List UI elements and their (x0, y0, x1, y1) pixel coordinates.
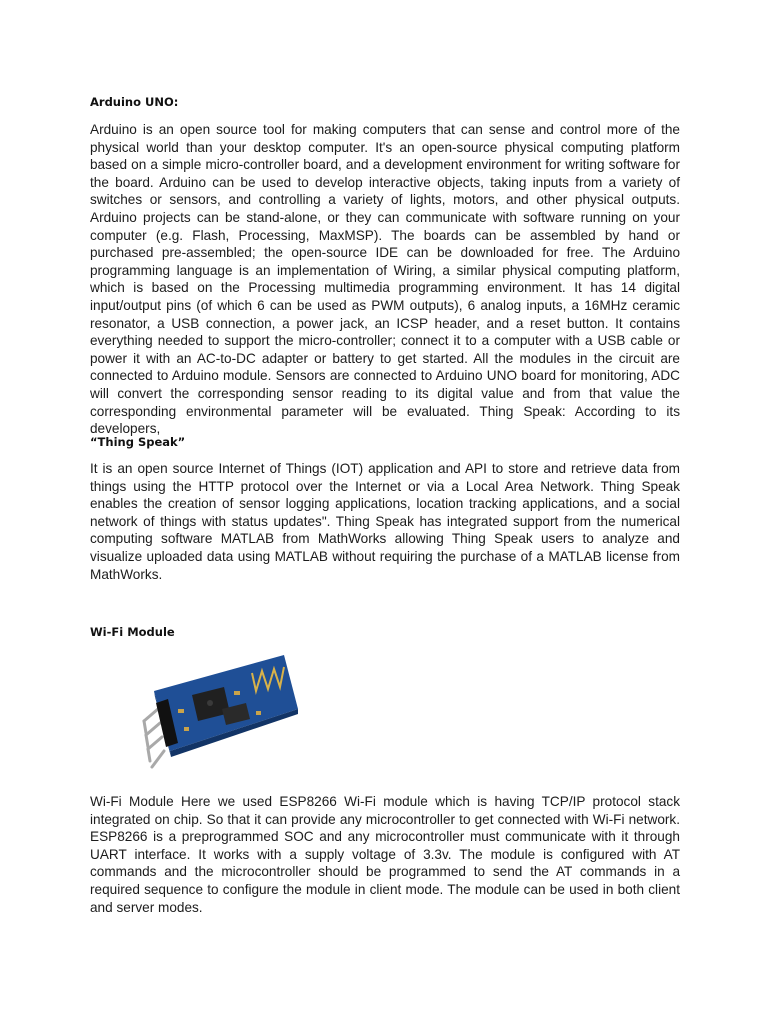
paragraph-arduino-uno: Arduino is an open source tool for making computers that can sense and control more of the physical world than your desktop computer. It's an open-source physical computing platform based on a simple micro-controller board, and a development environment for writing software for the board. Arduino can be used to develop interactive objects, taking inputs from a variety of switches or sensors, and controlling a variety of lights, motors, and other physical outputs. Arduino projects can be stand-alone, or they can communicate with software running on your computer (e.g. Flash, Processing, MaxMSP). The boards can be assembled by hand or purchased pre-assembled; the open-source IDE can be downloaded for free. The Arduino programming language is an implementation of Wiring, a similar physical computing platform, which is based on the Processing multimedia programming environment. It has 14 digital input/output pins (of which 6 can be used as PWM outputs), 6 analog inputs, a 16MHz ceramic resonator, a USB connection, a power jack, an ICSP header, and a reset button. It contains everything needed to support the micro-controller; connect it to a computer with a USB cable or power it with an AC-to-DC adapter or battery to get started. All the modules in the circuit are connected to Arduino module. Sensors are connected to Arduino UNO board for monitoring, ADC will convert the corresponding sensor reading to its digital value and from that value the corresponding environmental parameter will be evaluated. Thing Speak: According to its developers, (90, 122, 680, 437)
paragraph-wifi-module: Wi-Fi Module Here we used ESP8266 Wi-Fi module which is having TCP/IP protocol stack integrated on chip. So that it can provide any microcontroller to get connected with Wi-Fi network. ESP8266 is a preprogrammed SOC and any microcontroller must communicate with it through UART interface. It works with a supply voltage of 3.3v. The module is configured with AT commands and the microcontroller should be programmed to send the AT commands in a required sequence to configure the module in client mode. The module can be used in both client and server modes. (90, 794, 680, 915)
heading-arduino-uno: Arduino UNO: (90, 95, 179, 109)
paragraph-thing-speak: It is an open source Internet of Things (IOT) application and API to store and retrieve data from things using the HTTP protocol over the Internet or via a Local Area Network. Thing Speak enables the creation of sensor logging applications, location tracking applications, and a social network of things with status updates". Thing Speak has integrated support from the numerical computing software MATLAB from MathWorks allowing Thing Speak users to analyze and visualize uploaded data using MATLAB without requiring the purchase of a MATLAB license from MathWorks. (90, 461, 680, 582)
heading-thing-speak: “Thing Speak” (90, 435, 186, 449)
esp8266-module-image (134, 651, 300, 779)
heading-wifi-module: Wi-Fi Module (90, 625, 175, 639)
